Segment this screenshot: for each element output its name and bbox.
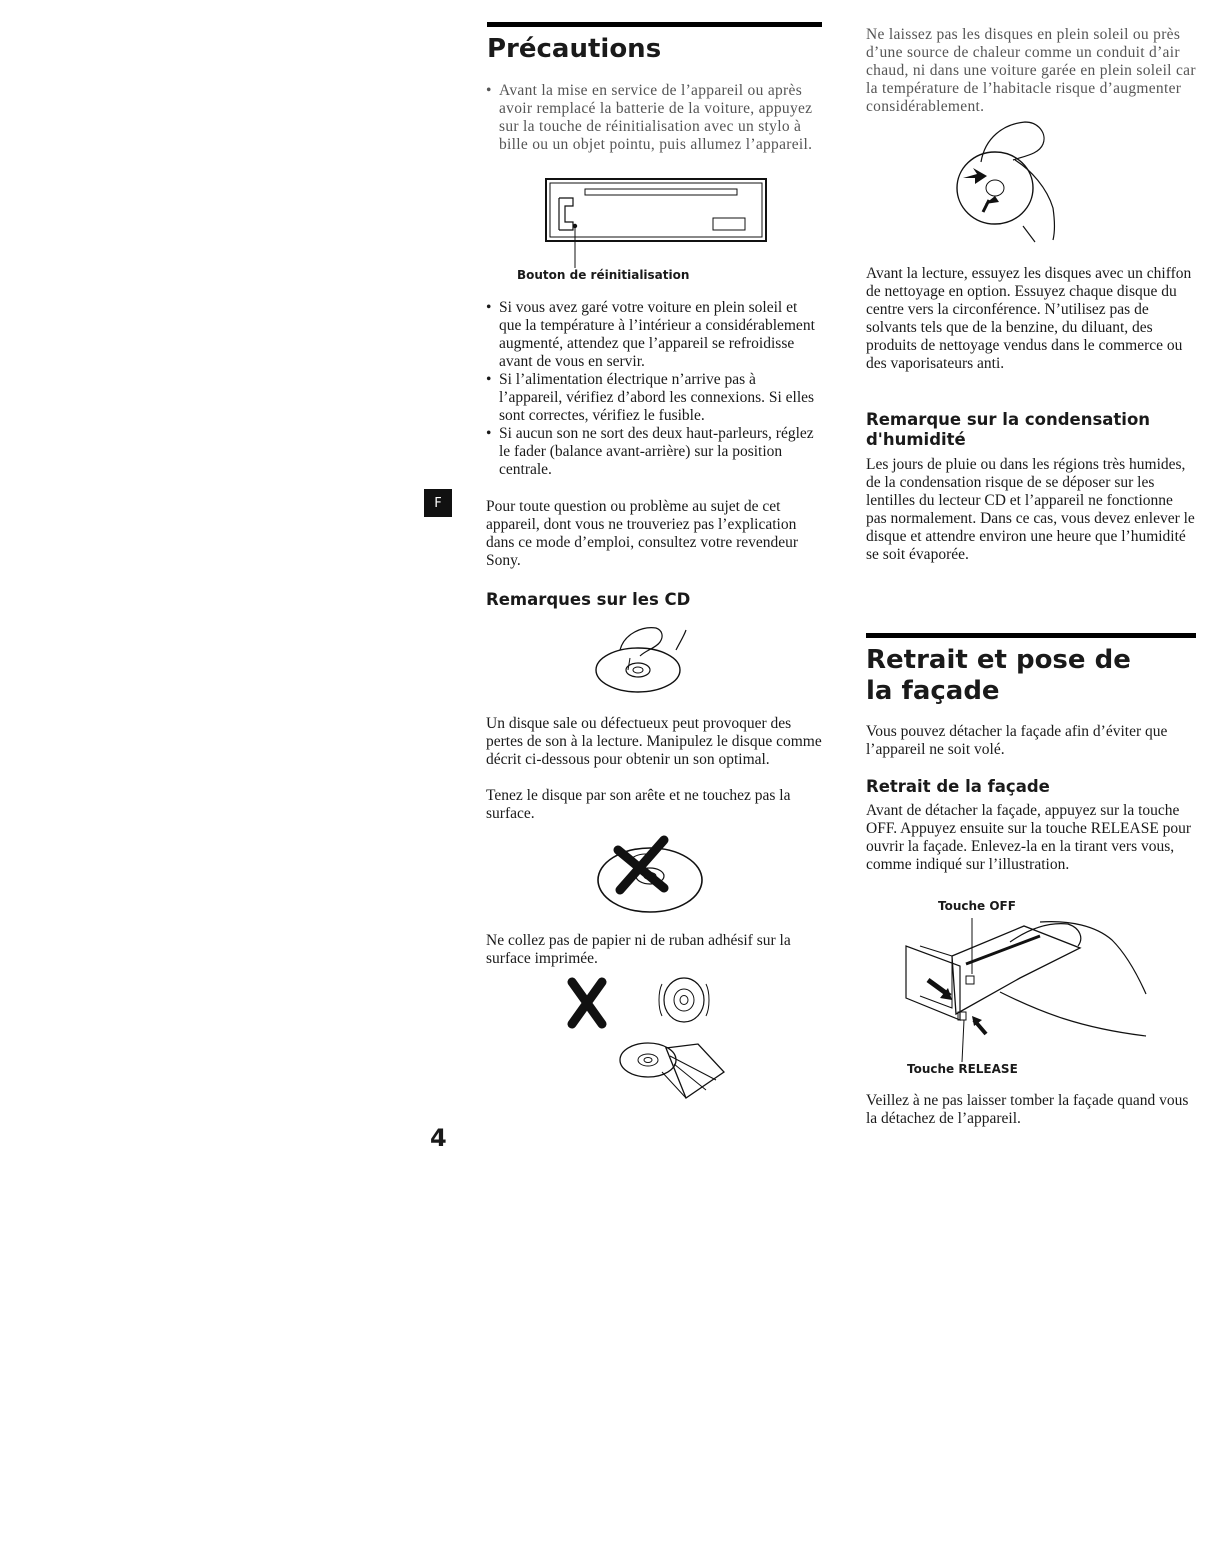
condensation-heading: Remarque sur la condensation d'humidité [866, 410, 1151, 449]
list-item: • Si vous avez garé votre voiture en plein soleil et que la température à l’intérieur a considérablement augmenté, attendez que l’appareil se refroidisse avant de vous en servir. [486, 299, 822, 371]
section-intro: Vous pouvez détacher la façade afin d’éviter que l’appareil ne soit volé. [866, 723, 1168, 758]
section-title: Retrait et pose de la façade [866, 645, 1131, 706]
section-rule [866, 633, 1196, 638]
cleaning-paragraph: Avant la lecture, essuyez les disques avec un chiffon de nettoyage en option. Essuyez chaque disque du centre vers la circonférence. N’utilisez pas de solvants tels que de la benzine, du diluant, des produits de nettoyage vendus dans le commerce ou des vaporisateurs anti. [866, 265, 1192, 372]
list-item: • Avant la mise en service de l’appareil ou après avoir remplacé la batterie de la voiture, appuyez sur la touche de réinitialisation avec un stylo à bille ou un objet pointu, puis allumez l’appareil. [486, 82, 818, 154]
disc-handling-illustration [590, 620, 700, 696]
removal-paragraph: Avant de détacher la façade, appuyez sur la touche OFF. Appuyez ensuite sur la touche RELEASE pour ouvrir la façade. Enlevez-la en la tirant vers vous, comme indiqué sur l’illustration. [866, 802, 1192, 873]
reset-caption: Bouton de réinitialisation [517, 268, 690, 282]
warning-paragraph: Veillez à ne pas laisser tomber la façade quand vous la détachez de l’appareil. [866, 1092, 1189, 1127]
faceplate-removal-illustration [900, 916, 1150, 1066]
condensation-paragraph: Les jours de pluie ou dans les régions très humides, de la condensation risque de se déposer sur les lentilles du lecteur CD et l’appareil ne fonctionne pas normalement. Dans ce cas, vous devez enlever le disque et attendre environ une heure que l’humidité se soit évaporée. [866, 456, 1195, 563]
sun-paragraph: Ne laissez pas les disques en plein soleil ou près d’une source de chaleur comme un conduit d’air chaud, ni dans une voiture garée en plein soleil car la température de l’habitacle risque d’augmenter considérablement. [866, 26, 1196, 115]
list-item: • Si l’alimentation électrique n’arrive pas à l’appareil, vérifiez d’abord les connexions. Si elles sont correctes, vérifiez le fusible. [486, 371, 822, 425]
off-button-label: Touche OFF [938, 899, 1016, 913]
cd-heading: Remarques sur les CD [486, 590, 691, 609]
precautions-list [486, 299, 822, 479]
disc-cleaning-illustration [955, 116, 1075, 242]
page-number: 4 [430, 1124, 447, 1152]
no-tape-illustration [566, 972, 736, 1112]
release-button-label: Touche RELEASE [907, 1062, 1018, 1076]
language-tab-label: F [434, 495, 442, 511]
language-tab [424, 489, 452, 517]
cd-paragraph-3: Ne collez pas de papier ni de ruban adhésif sur la surface imprimée. [486, 932, 791, 967]
contact-paragraph: Pour toute question ou problème au sujet de cet appareil, dont vous ne trouveriez pas l’explication dans ce mode d’emploi, consultez votre revendeur Sony. [486, 498, 799, 569]
reset-button-illustration [545, 178, 767, 270]
section-rule [487, 22, 822, 27]
removal-heading: Retrait de la façade [866, 777, 1050, 796]
intro-list [486, 82, 818, 154]
cd-paragraph-2: Tenez le disque par son arête et ne touchez pas la surface. [486, 787, 791, 822]
list-item: • Si aucun son ne sort des deux haut-parleurs, réglez le fader (balance avant-arrière) sur la position centrale. [486, 425, 822, 479]
page-title: Précautions [487, 34, 662, 64]
cd-paragraph-1: Un disque sale ou défectueux peut provoquer des pertes de son à la lecture. Manipulez le disque comme décrit ci-dessous pour obtenir un son optimal. [486, 715, 822, 768]
touch-surface-forbidden-illustration [594, 826, 706, 918]
